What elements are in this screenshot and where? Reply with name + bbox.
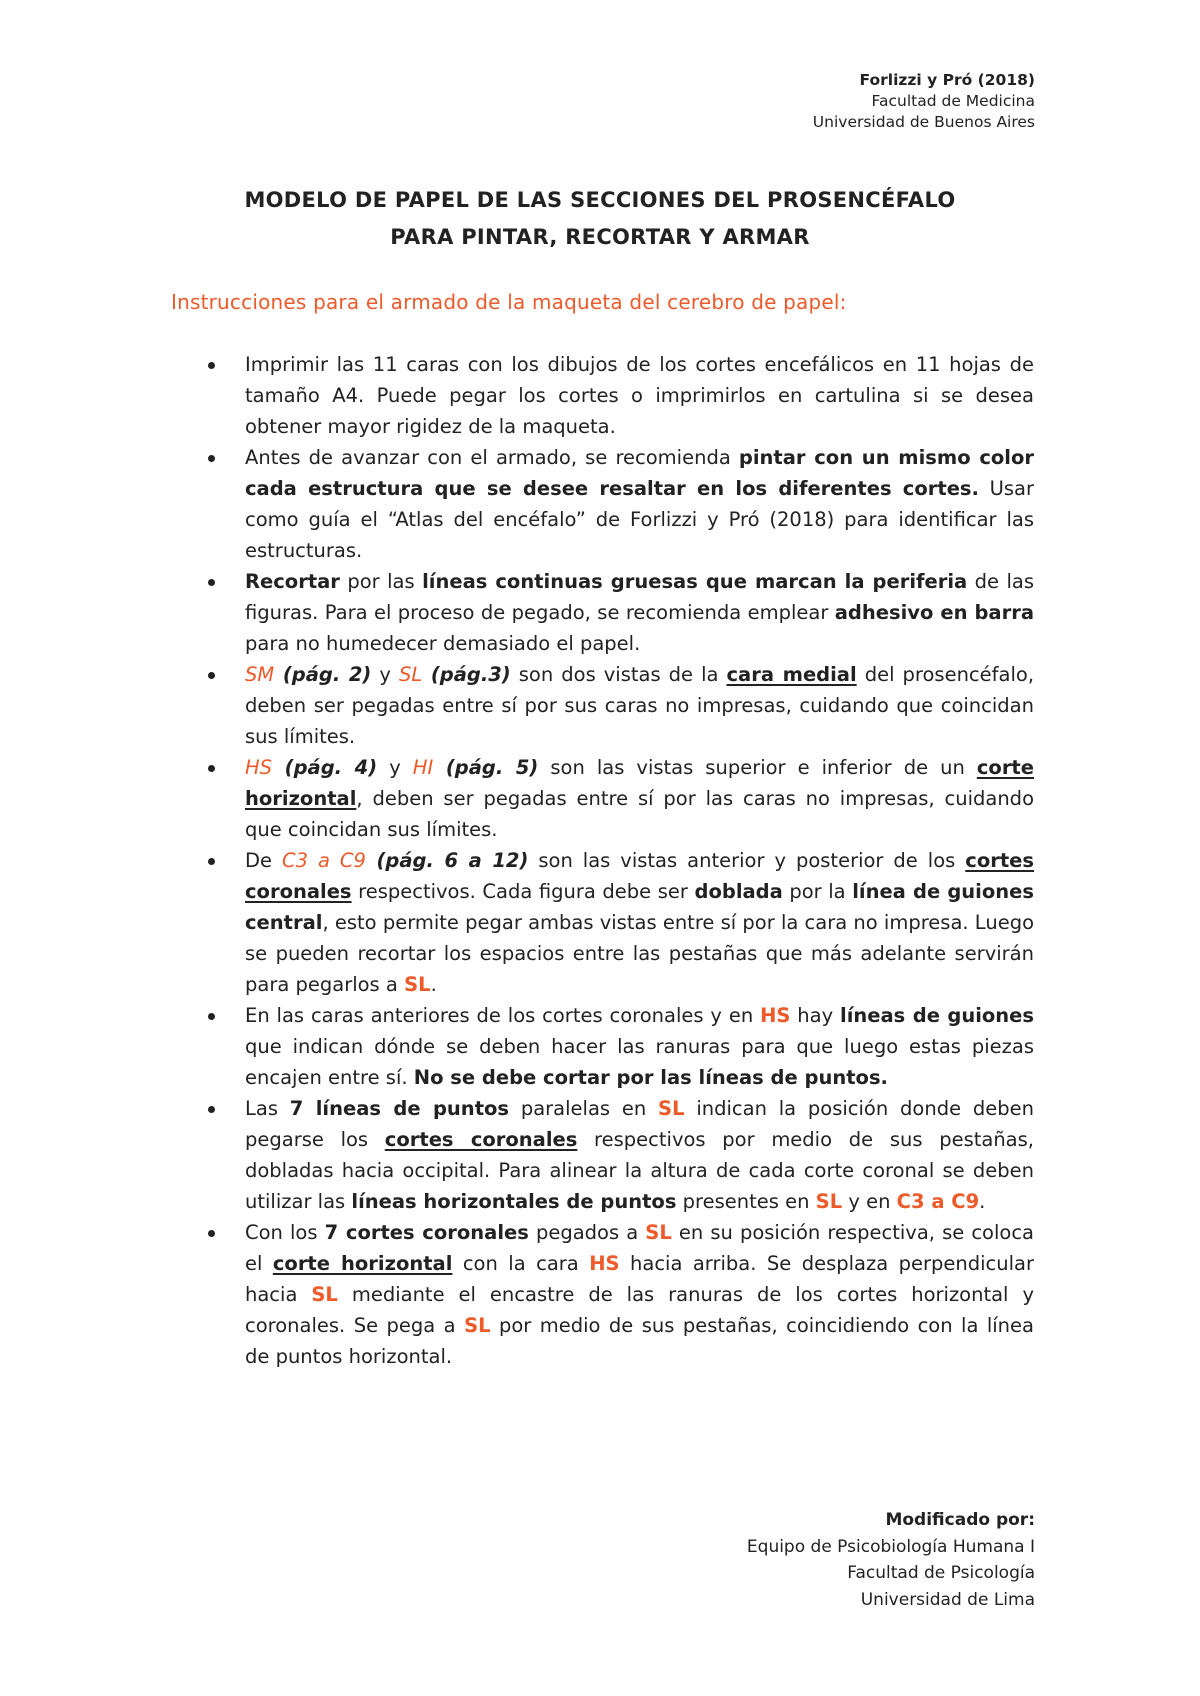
item-text: (pág.3) [422,663,511,686]
instructions-list [188,349,1034,1372]
item-text: por la [782,880,853,903]
item-text: de las figuras. Para el proceso de pegado, se recomienda emplear [245,570,1034,624]
item-text: que indican dónde se deben hacer las ranuras para que luego estas piezas encajen entre sí. [245,1035,1034,1089]
item-text: SL [658,1097,685,1120]
item-text: cortes coronales [384,1128,578,1151]
item-text: son dos vistas de la [510,663,727,686]
item-text: , esto permite pegar ambas vistas entre sí por la cara no impresa. Luego se pueden recortar los espacios entre las pestañas que más adelante servirán para pegarlos a [245,911,1034,996]
item-text: cara medial [726,663,857,686]
item-text: Antes de avanzar con el armado, se recomienda [245,446,739,469]
item-text: (pág. 4) [272,756,378,779]
item-text: pegados a [528,1221,646,1244]
item-text: En las caras anteriores de los cortes coronales y en [245,1004,761,1027]
item-text: mediante el encastre de las ranuras de los cortes horizontal y coronales. Se pega a [245,1283,1034,1337]
item-text: Usar como guía el “Atlas del encéfalo” de Forlizzi y Pró (2018) para identificar las estructuras. [245,477,1034,562]
item-text: líneas continuas gruesas que marcan la periferia [422,570,968,593]
bullet-icon [208,765,215,772]
item-text: corte horizontal [245,756,1034,810]
bullet-icon [208,672,215,679]
item-text: , deben ser pegadas entre sí por las caras no impresas, cuidando que coincidan sus límites. [245,787,1034,841]
item-text: línea de guiones central [245,880,1034,934]
item-text: líneas de guiones [840,1004,1035,1027]
item-text: Con los [245,1221,325,1244]
item-text: adhesivo en barra [834,601,1034,624]
item-text: por medio de sus pestañas, coincidiendo con la línea de puntos horizontal. [245,1314,1034,1368]
list-item [188,566,1034,659]
item-text: respectivos por medio de sus pestañas, dobladas hacia occipital. Para alinear la altura de cada corte coronal se deben utilizar las [245,1128,1034,1213]
item-text: y en [842,1190,897,1213]
item-text: indican la posición donde deben pegarse los [245,1097,1034,1151]
bullet-icon [208,1106,215,1113]
document-header [813,70,1035,133]
item-text: HS [760,1004,791,1027]
list-item [188,1217,1034,1372]
bullet-icon [208,579,215,586]
item-text: Las [245,1097,290,1120]
item-text: HS [589,1252,620,1275]
list-item [188,349,1034,442]
bullet-icon [208,858,215,865]
item-text: (pág. 2) [274,663,372,686]
item-text: hay [790,1004,841,1027]
item-text: C3 a C9 [896,1190,980,1213]
item-text: . [430,973,437,996]
list-item [188,1000,1034,1093]
list-item [188,442,1034,566]
list-item [188,752,1034,845]
item-text: doblada [694,880,783,903]
item-text: SL [404,973,431,996]
header-authors: Forlizzi y Pró (2018) [859,71,1035,89]
header-faculty: Facultad de Medicina [871,92,1035,110]
item-text: corte horizontal [272,1252,453,1275]
item-text: SL [464,1314,491,1337]
item-text: SL [815,1190,843,1213]
item-text: (pág. 6 a 12) [365,849,529,872]
item-text: 7 cortes coronales [324,1221,529,1244]
instructions-heading: Instrucciones para el armado de la maqueta del cerebro de papel: [171,290,847,314]
title-line-1: MODELO DE PAPEL DE LAS SECCIONES DEL PROSENCÉFALO [244,188,956,212]
document-footer [747,1507,1035,1613]
footer-team: Equipo de Psicobiología Humana I [746,1536,1035,1557]
item-text: para no humedecer demasiado el papel. [245,632,641,655]
item-text: con la cara [452,1252,590,1275]
item-text: pintar con un mismo color cada estructura que se desee resaltar en los diferentes cortes. [245,446,1034,500]
item-text: hacia arriba. Se desplaza perpendicular hacia [245,1252,1034,1306]
item-text: Imprimir las 11 caras con los dibujos de los cortes encefálicos en 11 hojas de tamaño A4. Puede pegar los cortes o imprimirlos en cartulina si se desea obtener mayor rigidez de la maqueta. [245,353,1034,438]
item-text: líneas horizontales de puntos [351,1190,677,1213]
item-text: respectivos. Cada figura debe ser [351,880,695,903]
item-text: SL [645,1221,672,1244]
bullet-icon [208,362,215,369]
bullet-icon [208,1013,215,1020]
item-text: cortes coronales [245,849,1034,903]
item-text: del prosencéfalo, deben ser pegadas entre sí por sus caras no impresas, cuidando que coincidan sus límites. [245,663,1035,748]
item-text: No se debe cortar por las líneas de puntos. [413,1066,888,1089]
item-text: HI [412,756,434,779]
footer-modified-by: Modificado por: [885,1510,1035,1530]
item-text: son las vistas anterior y posterior de los [528,849,966,872]
item-text: (pág. 5) [433,756,539,779]
list-item [188,845,1034,1000]
item-text: HS [245,756,273,779]
footer-faculty: Facultad de Psicología [847,1563,1035,1583]
header-university: Universidad de Buenos Aires [812,113,1035,131]
item-text: SL [311,1283,338,1306]
item-text: en su posición respectiva, se coloca el [245,1221,1034,1275]
item-text: SM [245,663,275,686]
item-text: son las vistas superior e inferior de un [538,756,977,779]
item-text: y [377,756,413,779]
bullet-icon [208,1230,215,1237]
title-line-2: PARA PINTAR, RECORTAR Y ARMAR [390,225,810,249]
list-item [188,659,1034,752]
list-item [188,1093,1034,1217]
item-text: paralelas en [509,1097,659,1120]
item-text: SL [398,663,423,686]
item-text: Recortar [245,570,340,593]
item-text: presentes en [676,1190,816,1213]
item-text: De [245,849,282,872]
item-text: 7 líneas de puntos [289,1097,510,1120]
item-text: y [371,663,399,686]
document-title [0,182,1200,256]
footer-university: Universidad de Lima [860,1589,1035,1610]
item-text: . [979,1190,986,1213]
item-text: C3 a C9 [282,849,366,872]
bullet-icon [208,455,215,462]
item-text: por las [339,570,423,593]
